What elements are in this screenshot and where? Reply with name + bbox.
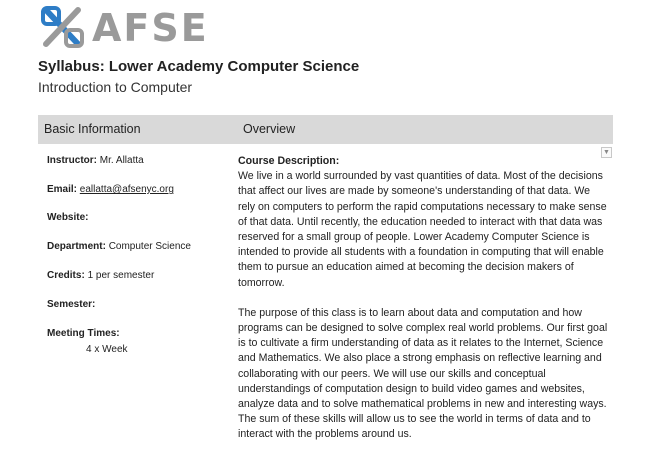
- semester-label: Semester:: [47, 299, 96, 310]
- meeting-times-label: Meeting Times:: [47, 328, 120, 339]
- page-subtitle: Introduction to Computer: [38, 79, 193, 95]
- department-label: Department:: [47, 241, 106, 252]
- credits-value: 1 per semester: [87, 270, 155, 281]
- department-value: Computer Science: [108, 241, 191, 252]
- afse-logo[interactable]: [38, 4, 209, 52]
- basic-info-header: Basic Information: [44, 122, 141, 136]
- instructor-label: Instructor:: [47, 155, 97, 166]
- meeting-times-row: [47, 328, 120, 339]
- logo-wordmark: AFSE: [92, 6, 209, 50]
- website-row: [47, 212, 89, 223]
- overview-content: [238, 154, 610, 443]
- chevron-down-icon[interactable]: ▼: [601, 147, 612, 158]
- page-title: Syllabus: Lower Academy Computer Science: [38, 58, 360, 75]
- credits-label: Credits:: [47, 270, 85, 281]
- email-row: [47, 184, 174, 195]
- email-link[interactable]: eallatta@afsenyc.org: [79, 184, 174, 195]
- meeting-times-value: 4 x Week: [86, 344, 128, 355]
- instructor-row: [47, 155, 144, 166]
- course-description-paragraph: We live in a world surrounded by vast quantities of data. Most of the decisions that affect our lives are made by someone's understanding of that data. We rely on computers to perform the rapid computations necessary to make sense of that data. Until recently, the education needed to interact with that data was reserved for a small group of people. Lower Academy Computer Science is intended to provide all students with a foundation in computing that will enable them to pursue an education aimed at becoming the decision makers of tomorrow.: [238, 170, 607, 289]
- email-label: Email:: [47, 184, 78, 195]
- instructor-value: Mr. Allatta: [99, 155, 144, 166]
- course-purpose-paragraph: The purpose of this class is to learn about data and computation and how programs can be designed to solve complex real world problems. Our first goal is to cultivate a firm understanding of data as it relates to the Internet, Science and Mathematics. We also place a strong emphasis on reflective learning and collaborating with our peers. We will use our skills and conceptual understandings of computation design to build video games and websites, analyze data and to solve mathematical problems in new and interesting ways. The sum of these skills will allow us to see the world in terms of data and to interact with the problems around us.: [238, 306, 608, 441]
- credits-row: [47, 270, 154, 281]
- overview-header: Overview: [243, 122, 296, 136]
- department-row: [47, 241, 191, 252]
- course-description-label: Course Description:: [238, 155, 340, 167]
- website-label: Website:: [47, 212, 89, 223]
- afse-logo-mark-icon: [38, 4, 88, 52]
- table-header: [38, 115, 613, 144]
- semester-row: [47, 299, 95, 310]
